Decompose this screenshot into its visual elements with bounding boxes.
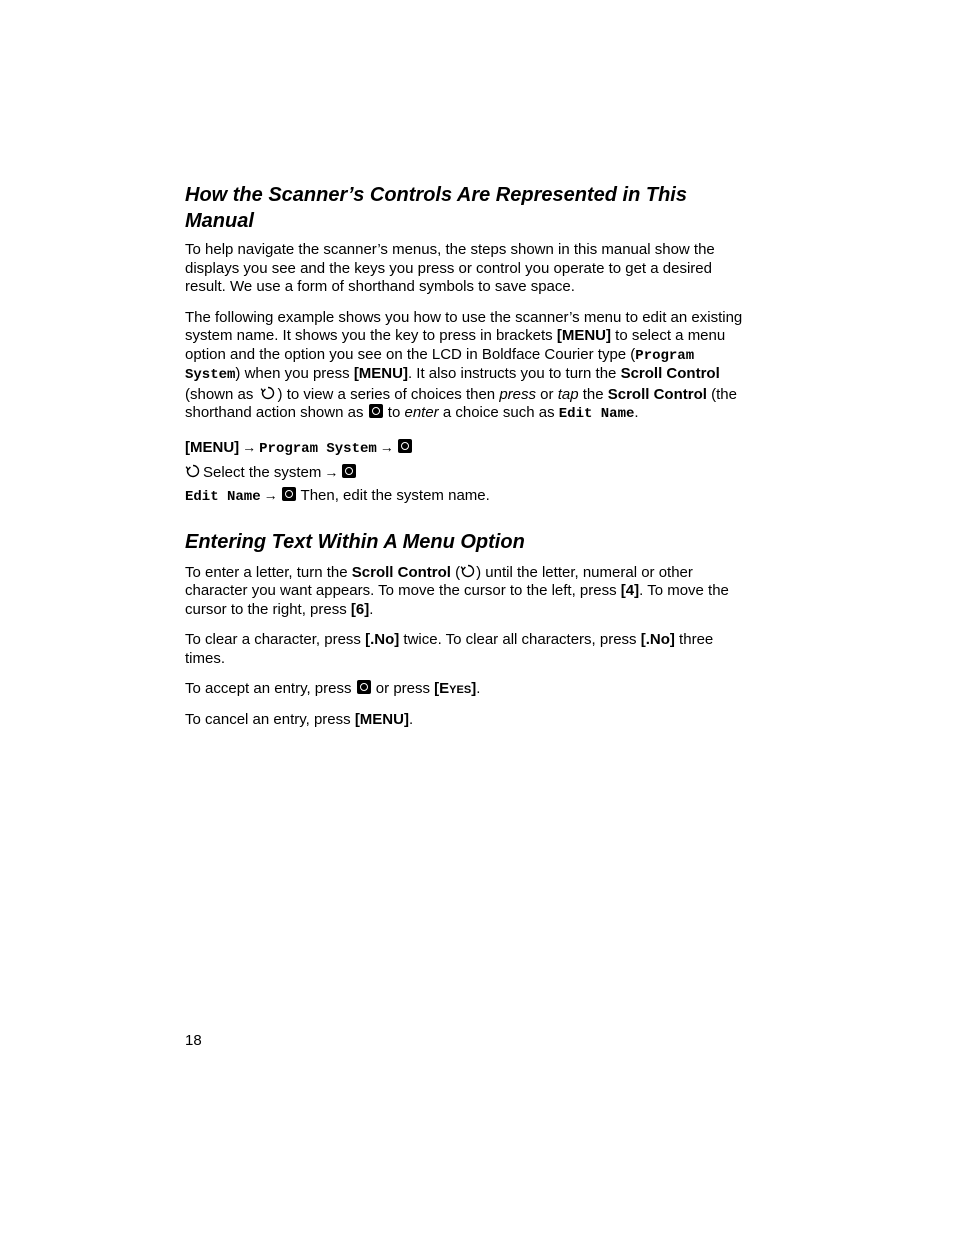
scroll-control-rotate-icon	[185, 463, 201, 479]
scroll-control-press-icon	[282, 487, 296, 501]
menu-key-label: [MENU]	[556, 327, 611, 344]
scroll-control-press-icon	[369, 404, 383, 418]
key-4-label: [4]	[620, 582, 640, 599]
arrow-icon: →	[379, 438, 394, 455]
menu-key-label: [MENU]	[185, 438, 240, 456]
step-line-2: Select the system →	[185, 461, 755, 484]
section-heading-controls: How the Scanner’s Controls Are Represented in This Manual	[185, 184, 687, 232]
enter-letter-paragraph: To enter a letter, turn the Scroll Control ( ) until the letter, numeral or other character you want appears. To move the cursor to the left, press [4]. To move the cursor to the right, press [6].	[185, 563, 729, 618]
scroll-control-press-icon	[357, 680, 371, 694]
lcd-text-program-system: Program System	[185, 347, 695, 383]
no-key-label: [.No]	[640, 631, 675, 648]
section-heading-entering-text: Entering Text Within A Menu Option	[185, 530, 525, 553]
arrow-icon: →	[263, 486, 278, 503]
lcd-text-program-system: Program System	[259, 440, 377, 457]
lcd-text-edit-name: Edit Name	[558, 406, 635, 422]
scroll-control-label: Scroll Control	[620, 365, 720, 382]
scroll-control-press-icon	[342, 464, 356, 478]
key-6-label: [6]	[350, 600, 370, 618]
yes-key-label: [Eyes]	[434, 680, 477, 697]
example-paragraph: The following example shows you how to use the scanner’s menu to edit an existing system name. It shows you the key to press in brackets [MENU] to select a menu option and the option you see on the LCD in Boldface Courier type (Program System) when you press [MENU]. It also instructs you to turn the Scroll Control (shown as ) to view a series of choices then press or tap the Scroll Control (the shorthand action shown as to enter a choice such as Edit Name.	[185, 308, 743, 422]
step-line-3: Edit Name → Then, edit the system name.	[185, 484, 755, 509]
cancel-entry-paragraph: To cancel an entry, press [MENU].	[185, 710, 414, 728]
arrow-icon: →	[242, 438, 257, 455]
arrow-icon: →	[324, 463, 339, 480]
accept-entry-paragraph: To accept an entry, press or press [Eyes].	[185, 680, 481, 697]
scroll-control-label: Scroll Control	[607, 385, 707, 403]
lcd-text-edit-name: Edit Name	[185, 488, 261, 505]
intro-paragraph: To help navigate the scanner’s menus, the steps shown in this manual show the displays you see and the keys you press or control you operate to get a desired result. We use a form of shorthand symbols to save space.	[185, 241, 715, 295]
scroll-control-label: Scroll Control	[351, 563, 451, 581]
scroll-control-press-icon	[398, 439, 412, 453]
step-line-1	[185, 436, 755, 461]
manual-page	[185, 182, 755, 741]
page-number: 18	[185, 1032, 202, 1049]
no-key-label: [.No]	[365, 631, 400, 648]
menu-key-label: [MENU]	[353, 365, 408, 382]
scroll-control-rotate-icon	[460, 563, 476, 579]
clear-character-paragraph: To clear a character, press [.No] twice. To clear all characters, press [.No] three times.	[185, 631, 714, 667]
example-steps	[185, 436, 755, 509]
menu-key-label: [MENU]	[354, 710, 409, 728]
scroll-control-rotate-icon	[260, 385, 276, 401]
